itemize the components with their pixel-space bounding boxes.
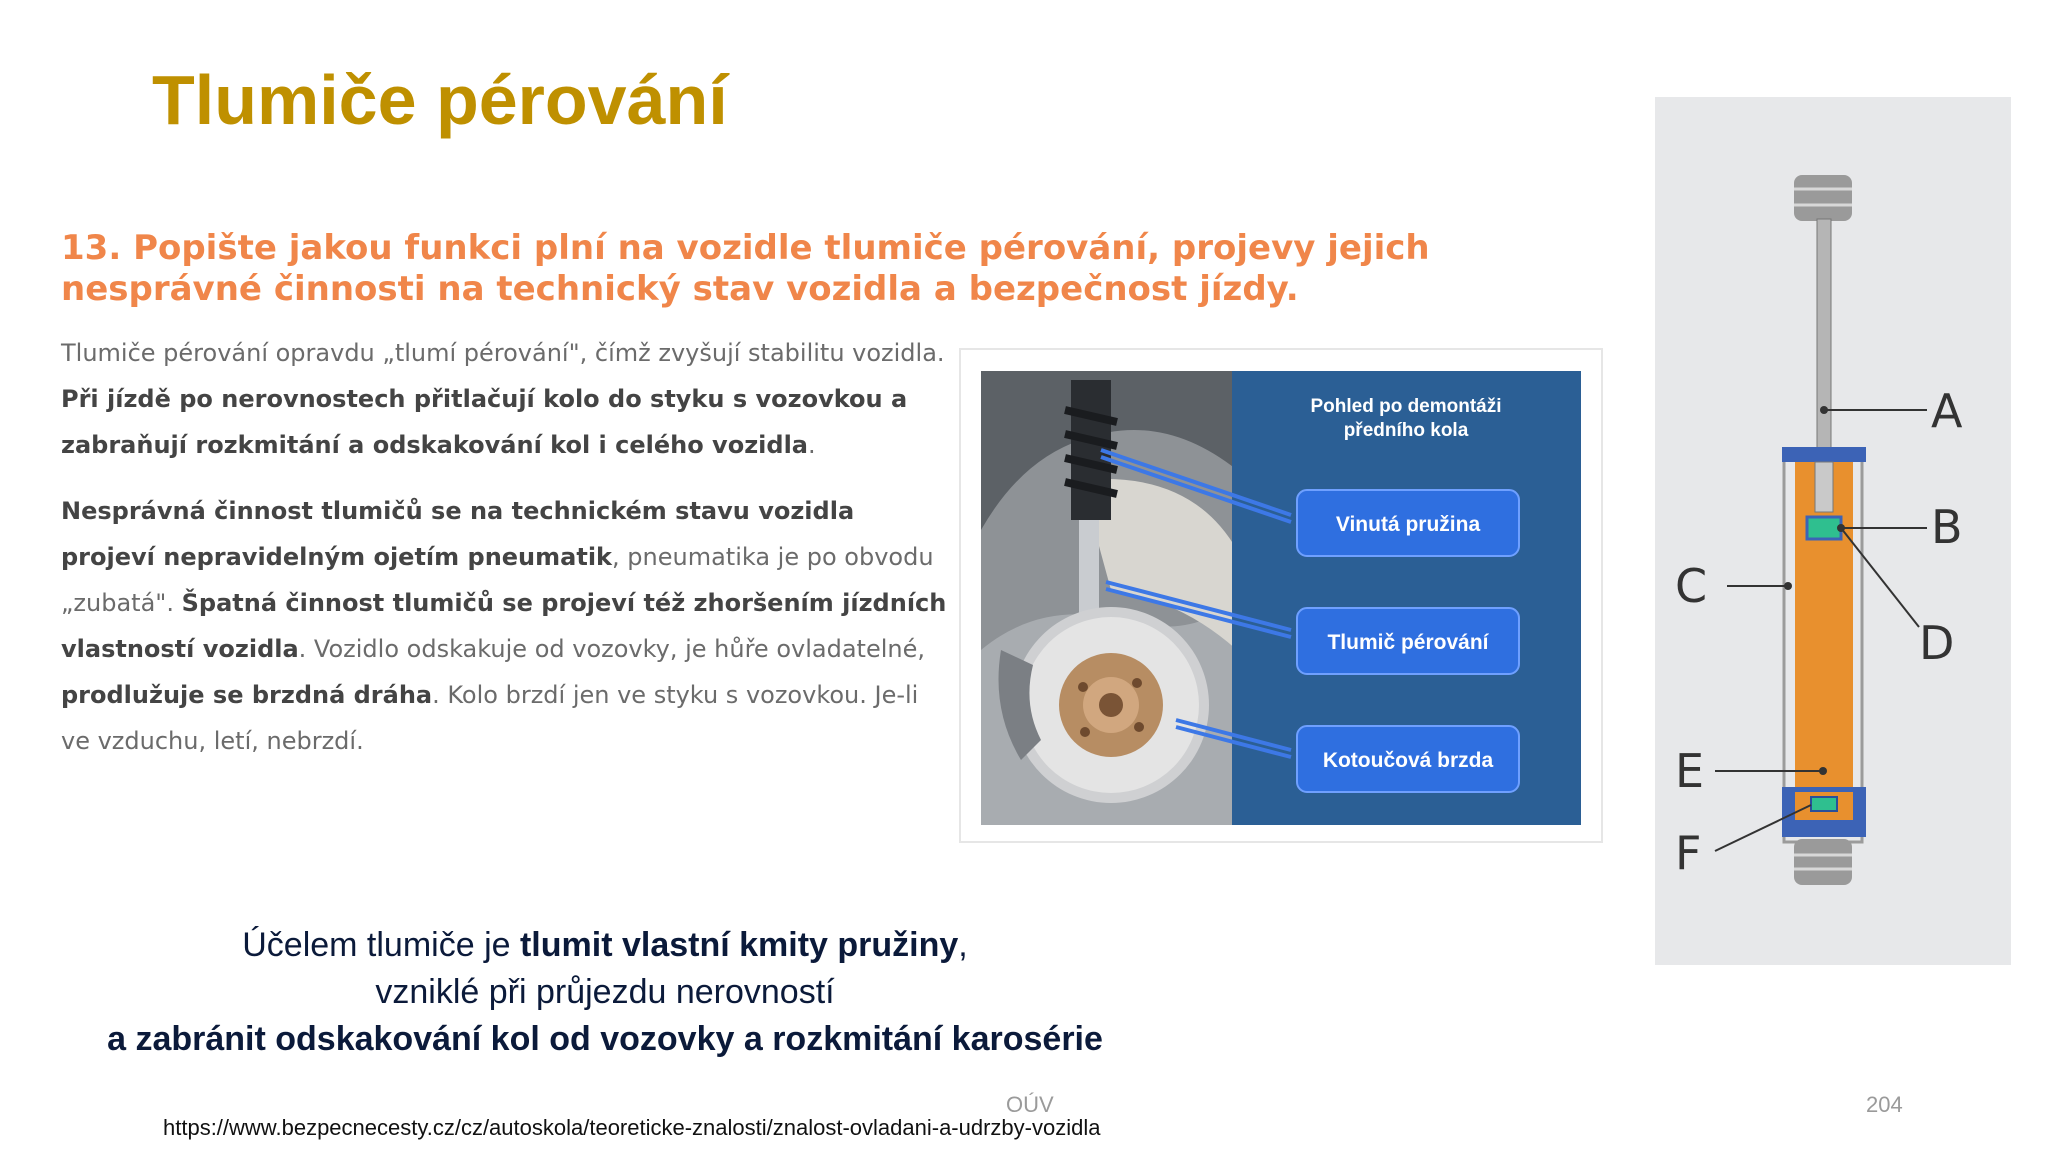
label-brake: Kotoučová brzda <box>1322 749 1494 772</box>
footer-label: OÚV <box>1006 1092 1054 1117</box>
suspension-photo <box>959 348 1603 843</box>
paragraph-function: Tlumiče pérování opravdu „tlumí pérování", čímž zvyšují stabilitu vozidla. Při jízdě po nerovnostech přitlačují kolo do styku s vozovkou a zabraňují rozkmitání a odskakování kol i celého vozidla. <box>61 339 945 459</box>
diagram-label-c: C <box>1675 559 1708 613</box>
diagram-label-e: E <box>1675 744 1705 798</box>
shock-absorber-drawing <box>1655 97 2011 965</box>
source-link[interactable]: https://www.bezpecnecesty.cz/cz/autoskola/teoreticke-znalosti/znalost-ovladani-a-udrzby-vozidla <box>163 1115 1101 1140</box>
summary-statement <box>60 922 1150 1063</box>
paragraph-malfunction: Nesprávná činnost tlumičů se na technickém stavu vozidla projeví nepravidelným ojetím pneumatik, pneumatika je po obvodu „zubatá". Špatná činnost tlumičů se projeví též zhoršením jízdních vlastností vozidla. Vozidlo odskakuje od vozovky, je hůře ovladatelné, prodlužuje se brzdná dráha. Kolo brzdí jen ve styku s vozovkou. Je-li ve vzduchu, letí, nebrzdí. <box>61 497 947 755</box>
bottom-mount-shape <box>1794 839 1852 885</box>
summary-line-3: a zabránit odskakování kol od vozovky a rozkmitání karosérie <box>107 1020 1103 1058</box>
photo-heading-line2: předního kola <box>1343 420 1469 441</box>
summary-line-2: vzniklé při průjezdu nerovností <box>375 973 835 1011</box>
diagram-label-f: F <box>1675 826 1702 880</box>
suspension-photo-illustration <box>961 350 1601 841</box>
question-heading: 13. Popište jakou funkci plní na vozidle tlumiče pérování, projevy jejich nesprávné činnosti na technický stav vozidla a bezpečnost jízdy. <box>61 228 1430 309</box>
top-seal-shape <box>1782 447 1866 462</box>
diagram-label-b: B <box>1931 500 1963 554</box>
diagram-label-a: A <box>1931 384 1963 438</box>
shock-absorber-diagram <box>1655 97 2011 965</box>
label-spring: Vinutá pružina <box>1335 513 1481 536</box>
summary-line-1: Účelem tlumiče je tlumit vlastní kmity pružiny, <box>242 926 968 964</box>
piston-valve-shape <box>1807 517 1841 539</box>
label-shock: Tlumič pérování <box>1327 631 1489 654</box>
top-mount-shape <box>1794 175 1852 221</box>
spring-shape <box>1065 380 1117 520</box>
photo-heading-line1: Pohled po demontáži <box>1310 396 1502 417</box>
slide-title: Tlumiče pérování <box>152 61 728 139</box>
page-number: 204 <box>1866 1092 1903 1117</box>
diagram-label-d: D <box>1919 616 1955 670</box>
body-text <box>61 330 951 784</box>
